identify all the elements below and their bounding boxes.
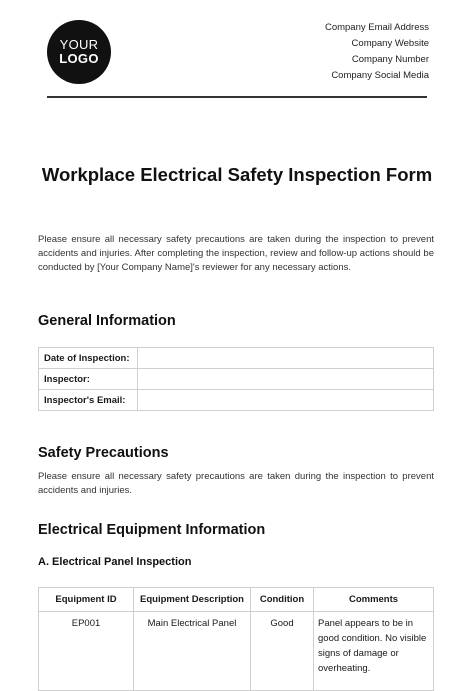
company-logo (47, 20, 111, 84)
col-equipment-description: Equipment Description (134, 588, 251, 612)
inspector-email-label: Inspector's Email: (39, 390, 138, 411)
col-condition: Condition (251, 588, 314, 612)
logo-line2: LOGO (59, 51, 99, 66)
table-row (39, 348, 434, 369)
general-info-heading: General Information (38, 313, 176, 329)
company-social-media: Company Social Media (331, 70, 429, 81)
inspector-email-field[interactable] (138, 390, 434, 411)
cell-condition: Good (251, 612, 314, 691)
date-of-inspection-label: Date of Inspection: (39, 348, 138, 369)
col-comments: Comments (314, 588, 434, 612)
logo-line1: YOUR (59, 37, 99, 53)
company-number: Company Number (351, 54, 429, 65)
col-equipment-id: Equipment ID (39, 588, 134, 612)
document-title: Workplace Electrical Safety Inspection Form (41, 164, 433, 185)
panel-inspection-subheading: A. Electrical Panel Inspection (38, 556, 192, 568)
cell-equipment-description: Main Electrical Panel (134, 612, 251, 691)
intro-paragraph: Please ensure all necessary safety precautions are taken during the inspection to prevent accidents and injuries. After completing the inspection, review and follow-up actions should be conducted by [Your Company Name]'s reviewer for any necessary actions. (38, 234, 434, 273)
table-row (39, 369, 434, 390)
table-row (39, 390, 434, 411)
safety-paragraph: Please ensure all necessary safety precautions are taken during the inspection to prevent accidents and injuries. (38, 471, 434, 496)
company-email: Company Email Address (324, 22, 429, 33)
table-row (39, 612, 434, 691)
contact-block (325, 20, 429, 84)
cell-equipment-id: EP001 (39, 612, 134, 691)
inspector-field[interactable] (138, 369, 434, 390)
safety-heading: Safety Precautions (38, 445, 169, 461)
date-of-inspection-field[interactable] (138, 348, 434, 369)
equipment-table (38, 587, 434, 691)
equipment-heading: Electrical Equipment Information (38, 522, 266, 538)
cell-comments: Panel appears to be in good condition. No visible signs of damage or overheating. (314, 612, 434, 691)
general-info-table (38, 347, 434, 411)
header-divider (47, 96, 427, 98)
inspector-label: Inspector: (39, 369, 138, 390)
table-header-row (39, 588, 434, 612)
company-website: Company Website (351, 38, 429, 49)
